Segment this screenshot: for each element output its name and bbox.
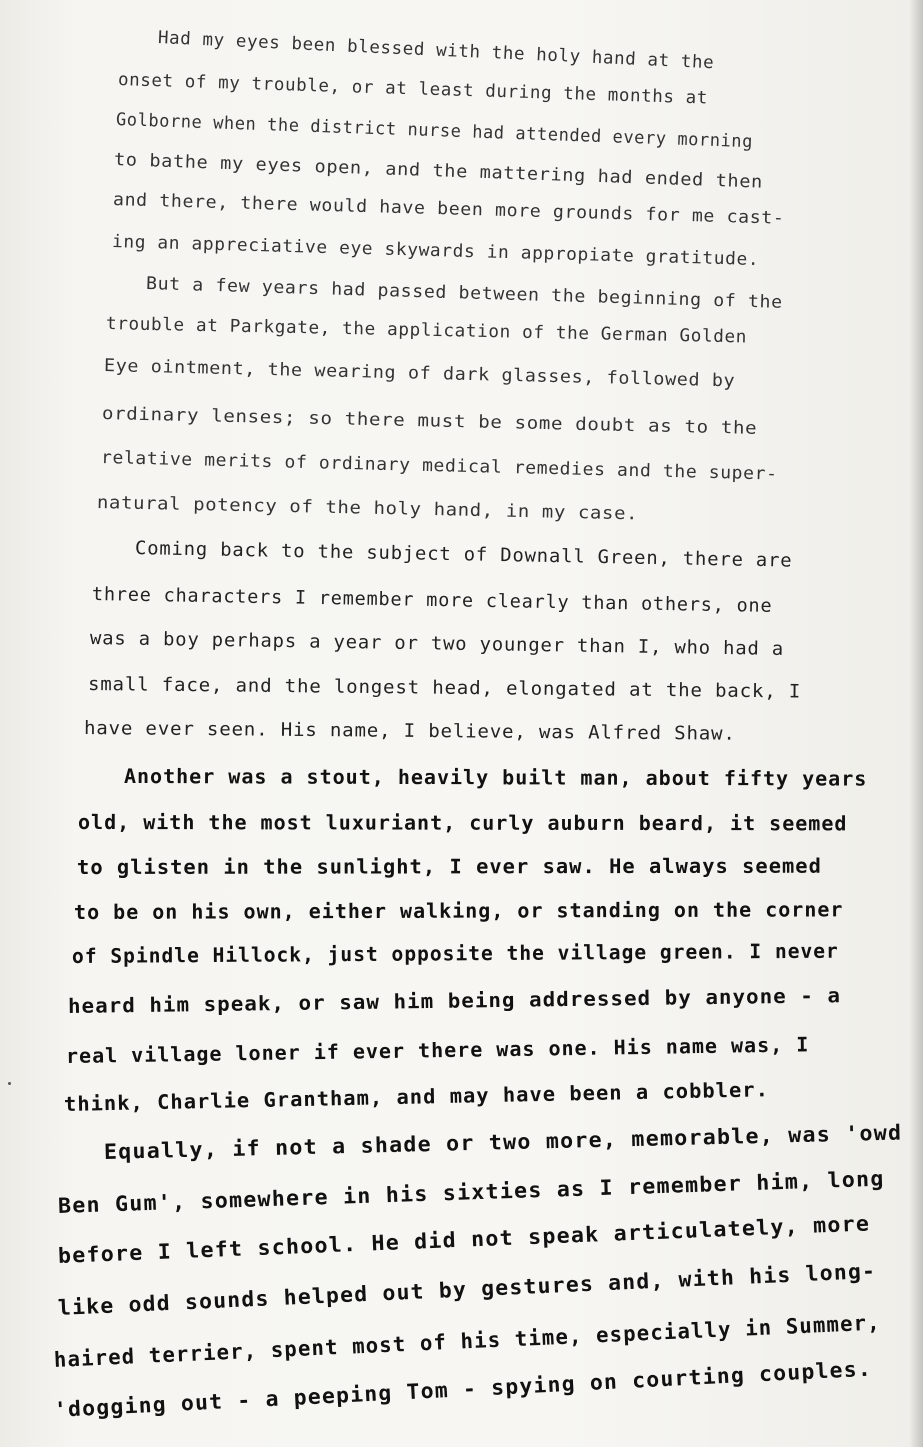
text-line: to be on his own, either walking, or standing on the corner [73, 897, 844, 924]
text-line: relative merits of ordinary medical remedies and the super- [100, 448, 778, 485]
text-line: trouble at Parkgate, the application of the German Golden [105, 314, 748, 348]
text-line: before I left school. He did not speak articulately, more [57, 1211, 871, 1268]
text-line: heard him speak, or saw him being addressed by anyone - a [67, 983, 842, 1018]
text-line: think, Charlie Grantham, and may have been a cobbler. [63, 1077, 770, 1116]
text-line: have ever seen. His name, I believe, was Alfred Shaw. [83, 718, 736, 745]
text-line: real village loner if ever there was one. His name was, I [65, 1032, 810, 1068]
text-line: Had my eyes been blessed with the holy hand at the [157, 28, 715, 74]
text-line: Ben Gum', somewhere in his sixties as I remember him, long [57, 1166, 885, 1218]
margin-mark [8, 1082, 11, 1085]
text-line: Golborne when the district nurse had attended every morning [115, 110, 754, 153]
text-line: onset of my trouble, or at least during the months at [117, 70, 709, 109]
text-line: three characters I remember more clearly than others, one [91, 584, 773, 617]
binding-shadow [909, 0, 923, 1447]
text-line: and there, there would have been more grounds for me cast- [112, 190, 785, 229]
text-line: Coming back to the subject of Downall Green, there are [134, 538, 793, 572]
text-line: was a boy perhaps a year or two younger than I, who had a [89, 628, 785, 660]
text-line: Another was a stout, heavily built man, about fifty years [123, 764, 868, 791]
text-line: to bathe my eyes open, and the mattering had ended then [113, 150, 764, 193]
text-line: 'dogging out - a peeping Tom - spying on courting couples. [53, 1356, 873, 1422]
text-line: old, with the most luxuriant, curly auburn beard, it seemed [77, 810, 848, 836]
text-line: small face, and the longest head, elongated at the back, I [87, 674, 802, 703]
text-line: But a few years had passed between the beginning of the [145, 274, 784, 313]
text-line: haired terrier, spent most of his time, especially in Summer, [53, 1310, 882, 1372]
text-line: like odd sounds helped out by gestures and, with his long- [57, 1258, 877, 1320]
text-line: ordinary lenses; so there must be some doubt as to the [101, 404, 758, 439]
text-line: natural potency of the holy hand, in my case. [96, 493, 639, 525]
text-line: to glisten in the sunlight, I ever saw. He always seemed [76, 853, 822, 879]
text-line: Equally, if not a shade or two more, memorable, was 'owd [103, 1120, 903, 1164]
text-line: ing an appreciative eye skywards in appropiate gratitude. [111, 232, 760, 271]
text-line: Eye ointment, the wearing of dark glasses, followed by [103, 356, 736, 392]
text-line: of Spindle Hillock, just opposite the village green. I never [71, 938, 839, 968]
